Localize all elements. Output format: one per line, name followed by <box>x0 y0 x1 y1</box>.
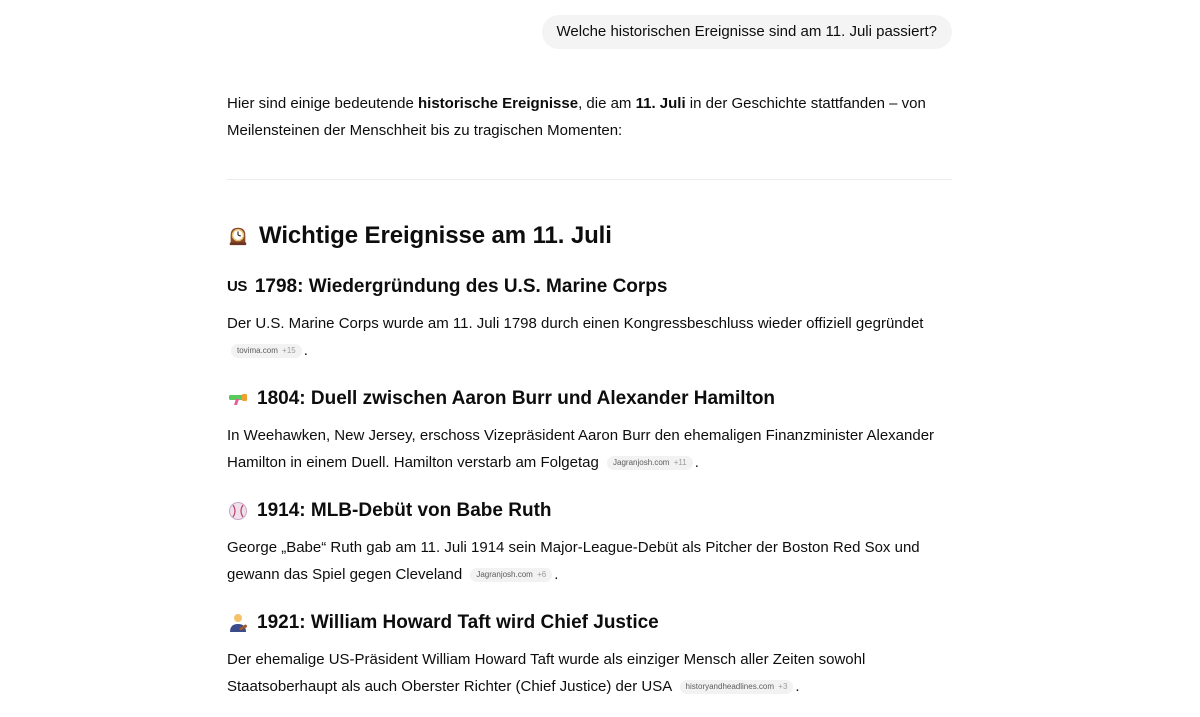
source-chip[interactable] <box>607 456 693 470</box>
event-title <box>227 498 952 524</box>
event-text: In Weehawken, New Jersey, erschoss Vizepräsident Aaron Burr den ehemaligen Finanzminister Alexander Hamilton in einem Duell. Hamilton verstarb am Folgetag Jagranjosh.com +11 . <box>227 427 935 471</box>
user-message-row <box>542 15 952 49</box>
event-title <box>227 386 952 412</box>
divider <box>227 179 952 180</box>
event-body: Der ehemalige US-Präsident William Howard Taft wurde als einziger Mensch aller Zeiten sowohl Staatsoberhaupt als auch Oberster Richter (Chief Justice) der USA <box>227 651 866 695</box>
event-item <box>227 274 952 364</box>
intro-paragraph <box>227 90 952 144</box>
source-count: +6 <box>537 570 547 580</box>
event-text: George „Babe“ Ruth gab am 11. Juli 1914 sein Major-League-Debüt als Pitcher der Boston Red Sox und gewann das Spiel gegen Cleveland Jagranjosh.com +6 . <box>227 539 920 583</box>
source-chip[interactable] <box>470 568 552 582</box>
assistant-response <box>227 90 952 700</box>
intro-text-3: in der Geschichte stattfanden – von Meilensteinen der Menschheit bis zu tragischen Momenten: <box>227 95 926 139</box>
intro-text-2: , die am <box>578 95 636 112</box>
intro-bold-2: 11. Juli <box>635 95 686 112</box>
mantelpiece-clock-icon <box>227 225 249 247</box>
source-name: Jagranjosh.com <box>613 458 670 468</box>
source-chip[interactable] <box>680 680 794 694</box>
judge-icon <box>227 612 249 634</box>
pistol-icon <box>227 388 249 410</box>
event-item <box>227 386 952 476</box>
section-title: Wichtige Ereignisse am 11. Juli <box>259 222 612 249</box>
event-title-text: 1914: MLB-Debüt von Babe Ruth <box>257 500 552 521</box>
event-text: Der U.S. Marine Corps wurde am 11. Juli 1798 durch einen Kongressbeschluss wieder offiziell gegründet tovima.com +15 . <box>227 315 924 359</box>
source-count: +15 <box>282 346 296 356</box>
event-body: In Weehawken, New Jersey, erschoss Vizepräsident Aaron Burr den ehemaligen Finanzminister Alexander Hamilton in einem Duell. Hamilton verstarb am Folgetag <box>227 427 935 471</box>
source-name: historyandheadlines.com <box>685 682 775 692</box>
section-heading <box>227 220 952 252</box>
intro-text-1: Hier sind einige bedeutende <box>227 95 418 112</box>
event-title-text: 1798: Wiedergründung des U.S. Marine Corps <box>254 276 668 297</box>
source-name: tovima.com <box>237 346 278 356</box>
us-flag-icon: US <box>227 278 247 295</box>
event-title-text: 1804: Duell zwischen Aaron Burr und Alexander Hamilton <box>257 388 776 409</box>
event-text: Der ehemalige US-Präsident William Howard Taft wurde als einziger Mensch aller Zeiten sowohl Staatsoberhaupt als auch Oberster Richter (Chief Justice) der USA historyandheadlines.com +3 . <box>227 651 866 695</box>
event-title <box>227 274 952 300</box>
source-count: +11 <box>673 458 687 468</box>
source-count: +3 <box>778 682 788 692</box>
source-name: Jagranjosh.com <box>476 570 533 580</box>
user-message-bubble: Welche historischen Ereignisse sind am 11. Juli passiert? <box>542 15 952 49</box>
event-title-text: 1921: William Howard Taft wird Chief Justice <box>257 612 659 633</box>
event-item <box>227 498 952 588</box>
event-body: Der U.S. Marine Corps wurde am 11. Juli 1798 durch einen Kongressbeschluss wieder offiziell gegründet <box>227 315 924 332</box>
event-title <box>227 610 952 636</box>
intro-bold-1: historische Ereignisse <box>417 95 579 112</box>
event-body: George „Babe“ Ruth gab am 11. Juli 1914 sein Major-League-Debüt als Pitcher der Boston Red Sox und gewann das Spiel gegen Cleveland <box>227 539 920 583</box>
event-item <box>227 610 952 700</box>
baseball-icon <box>227 500 249 522</box>
source-chip[interactable] <box>231 344 302 358</box>
